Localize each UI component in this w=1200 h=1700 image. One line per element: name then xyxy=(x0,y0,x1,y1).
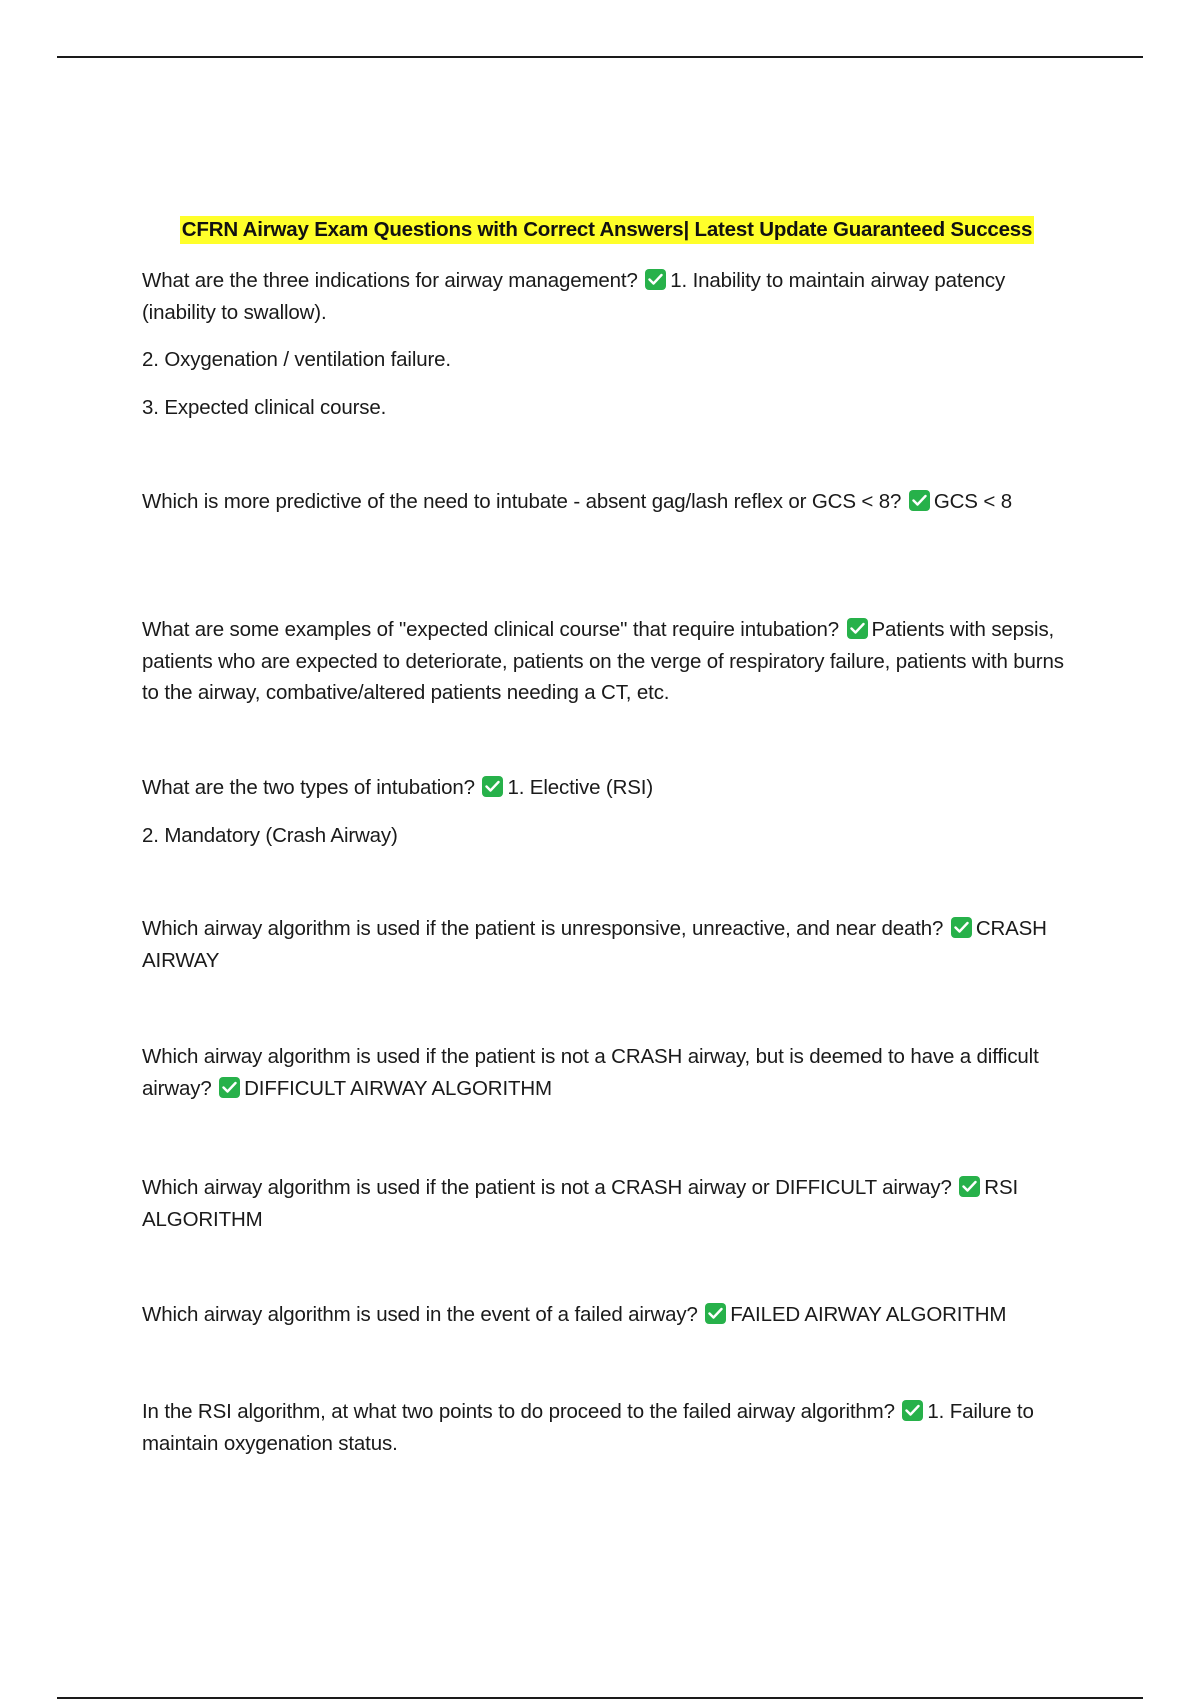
question-text: Which airway algorithm is used if the patient is not a CRASH airway, but is deemed to have a difficult airway? xyxy=(142,1045,1039,1100)
green-checkmark-icon xyxy=(959,1176,980,1197)
qa-item xyxy=(142,486,1072,534)
qa-item xyxy=(142,913,1072,992)
title-container xyxy=(142,216,1072,244)
answer-text: 1. Inability to maintain airway patency (inability to swallow). xyxy=(142,269,1006,324)
answer-text: DIFFICULT AIRWAY ALGORITHM xyxy=(244,1076,552,1100)
green-checkmark-icon xyxy=(902,1400,923,1421)
qa-item xyxy=(142,1396,1072,1475)
qa-item xyxy=(142,1041,1072,1120)
answer-continuation: 3. Expected clinical course. xyxy=(142,395,387,419)
question-text: What are the two types of intubation? xyxy=(142,776,475,799)
question-text: Which is more predictive of the need to intubate - absent gag/lash reflex or GCS < 8? xyxy=(142,490,902,513)
qa-question-line xyxy=(142,1396,1072,1459)
qa-question-line xyxy=(142,614,1072,709)
footer-rule xyxy=(57,1697,1143,1699)
answer-text: CRASH AIRWAY xyxy=(142,917,1047,972)
green-checkmark-icon xyxy=(482,776,503,797)
answer-text: RSI ALGORITHM xyxy=(142,1176,1019,1231)
answer-text: FAILED AIRWAY ALGORITHM xyxy=(730,1303,1007,1326)
question-text: Which airway algorithm is used if the patient is unresponsive, unreactive, and near death? xyxy=(142,917,944,940)
document-title: CFRN Airway Exam Questions with Correct Answers| Latest Update Guaranteed Success xyxy=(180,216,1034,244)
qa-question-line xyxy=(142,1172,1072,1235)
question-text: In the RSI algorithm, at what two points to do proceed to the failed airway algorithm? xyxy=(142,1400,895,1423)
green-checkmark-icon xyxy=(645,269,666,290)
question-text: Which airway algorithm is used if the patient is not a CRASH airway or DIFFICULT airway? xyxy=(142,1176,952,1199)
question-text: Which airway algorithm is used in the event of a failed airway? xyxy=(142,1303,698,1326)
header-rule xyxy=(57,56,1143,58)
answer-text: 1. Elective (RSI) xyxy=(507,776,653,799)
question-text: What are the three indications for airway management? xyxy=(142,269,638,292)
qa-question-line xyxy=(142,1041,1072,1104)
qa-item xyxy=(142,614,1072,725)
question-text: What are some examples of "expected clinical course" that require intubation? xyxy=(142,618,839,641)
qa-question-line xyxy=(142,486,1072,518)
qa-question-line xyxy=(142,772,1072,804)
answer-text: Patients with sepsis, patients who are expected to deteriorate, patients on the verge of respiratory failure, patients with burns to the airway, combative/altered patients needing a CT, etc. xyxy=(142,618,1064,704)
qa-question-line xyxy=(142,913,1072,976)
qa-item xyxy=(142,772,1072,867)
green-checkmark-icon xyxy=(909,490,930,511)
answer-text: 1. Failure to maintain oxygenation status. xyxy=(142,1400,1034,1455)
qa-item xyxy=(142,1299,1072,1347)
green-checkmark-icon xyxy=(219,1077,240,1098)
qa-question-line xyxy=(142,265,1072,328)
qa-question-line xyxy=(142,1299,1072,1331)
green-checkmark-icon xyxy=(847,618,868,639)
answer-continuation: 2. Oxygenation / ventilation failure. xyxy=(142,348,451,371)
green-checkmark-icon xyxy=(951,917,972,938)
answer-text: GCS < 8 xyxy=(933,490,1012,513)
green-checkmark-icon xyxy=(705,1303,726,1324)
answer-continuation: 2. Mandatory (Crash Airway) xyxy=(142,823,398,847)
qa-item xyxy=(142,1172,1072,1251)
qa-item xyxy=(142,265,1072,439)
